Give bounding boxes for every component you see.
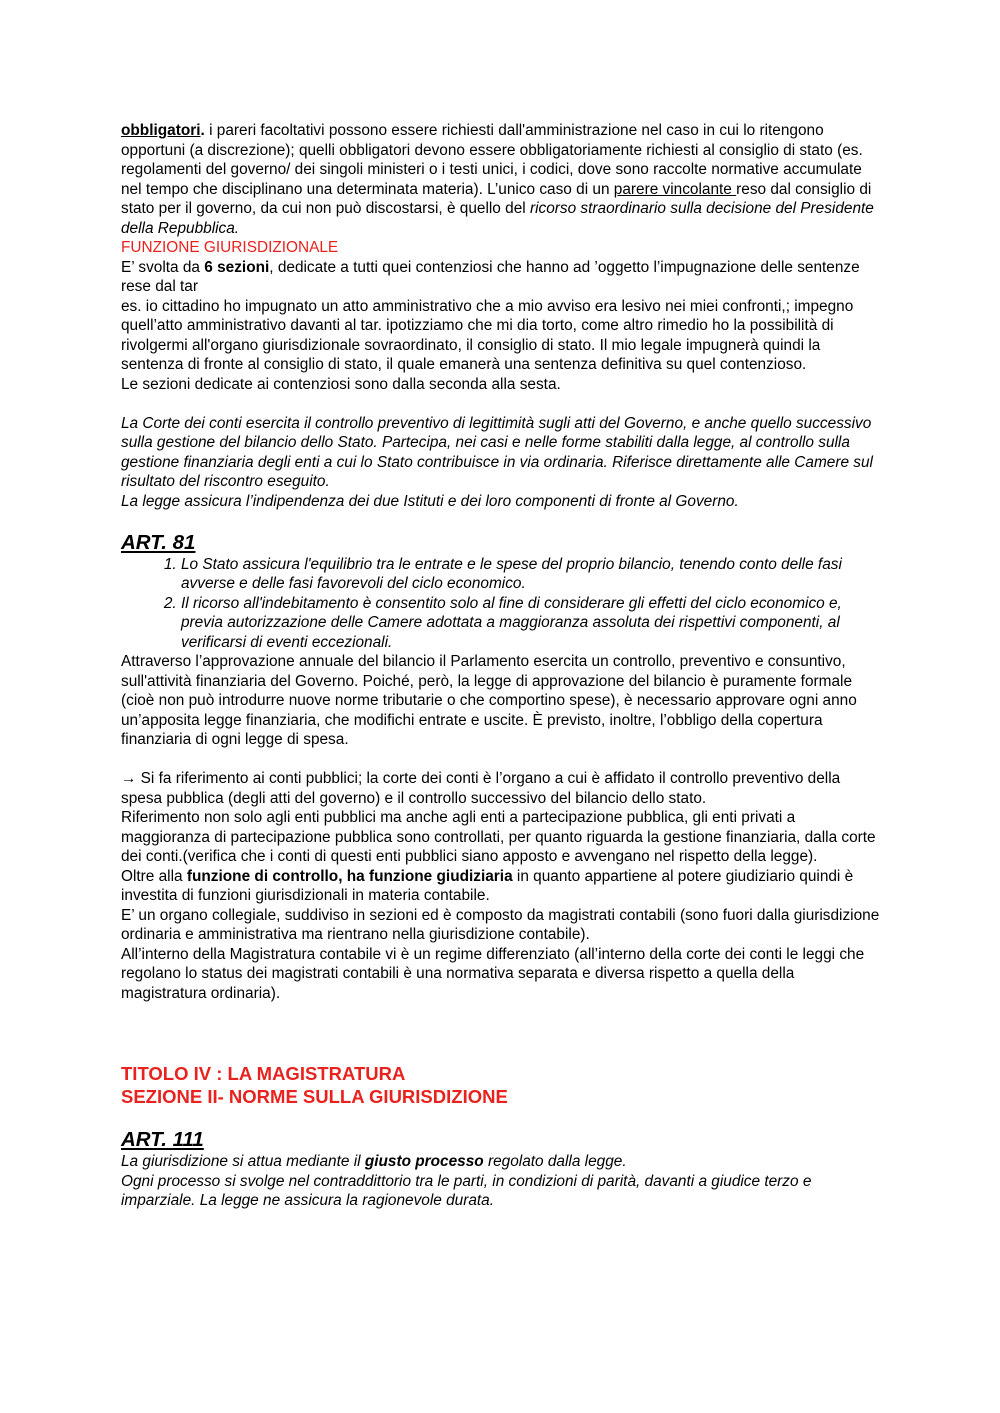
bold-text: obbligatori xyxy=(121,122,201,139)
paragraph-bilancio: Attraverso l’approvazione annuale del bilancio il Parlamento esercita un controllo, preventivo e consuntivo, sull'attività finanziaria del Governo. Poiché, però, la legge di approvazione del bilancio è puramente formale (cioè non può introdurre nuove norme tributarie o che comportino spese), è necessario approvare ogni anno un’apposita legge finanziaria, che modifichi entrate e uscite. È previsto, inoltre, l’obbligo della copertura finanziaria di ogni legge di spesa. xyxy=(121,653,857,748)
paragraph-regime-differenziato: All’interno della Magistratura contabile vi è un regime differenziato (all’interno della corte dei conti le leggi che regolano lo status dei magistrati contabili è una normativa separata e diversa rispetto a quella della magistratura ordinaria). xyxy=(121,945,865,1002)
spacer xyxy=(121,750,881,770)
paragraph-pareri xyxy=(121,121,881,238)
art-81-list xyxy=(121,555,881,653)
paragraph-organo-collegiale: E’ un organo collegiale, suddiviso in sezioni ed è composto da magistrati contabili (sono fuori dalla giurisdizione ordinaria e amministrativa ma rientrano nella giurisdizione contabile). xyxy=(121,906,880,943)
spacer xyxy=(121,1042,881,1062)
spacer xyxy=(121,1023,881,1043)
sezione-ii-heading: SEZIONE II- NORME SULLA GIURISDIZIONE xyxy=(121,1086,508,1107)
document-page xyxy=(121,121,881,1211)
paragraph-corte-conti-article: La Corte dei conti esercita il controllo preventivo di legittimità sugli atti del Governo, e anche quello successivo sulla gestione del bilancio dello Stato. Partecipa, nei casi e nelle forme stabiliti dalla legge, al controllo sulla gestione finanziaria degli enti a cui lo Stato contribuisce in via ordinaria. Riferisce direttamente alle Camere sul risultato del riscontro eseguito. xyxy=(121,414,873,490)
paragraph-funzione-giudiziaria xyxy=(121,867,881,906)
paragraph-sezioni-contenziosi: Le sezioni dedicate ai contenziosi sono dalla seconda alla sesta. xyxy=(121,375,561,393)
spacer xyxy=(121,1109,881,1129)
body-text: Oltre alla xyxy=(121,867,187,885)
titolo-iv-heading: TITOLO IV : LA MAGISTRATURA xyxy=(121,1062,406,1084)
art-111-heading: ART. 111 xyxy=(121,1128,204,1151)
underlined-text: parere vincolante xyxy=(613,180,737,198)
bold-text: . xyxy=(200,122,205,139)
body-text: in quanto appartiene al potere giudiziario quindi è investita di funzioni giurisdizionali in materia contabile. xyxy=(121,867,854,904)
spacer xyxy=(121,394,881,414)
paragraph-enti: Riferimento non solo agli enti pubblici ma anche agli enti a partecipazione pubblica, gli enti privati a maggioranza di partecipazione pubblica sono controllati, per quanto riguarda la gestione finanziaria, dalla corte dei conti.(verifica che i conti di questi enti pubblici siano apposto e avvengano nel rispetto della legge). xyxy=(121,809,876,865)
paragraph-sezioni xyxy=(121,258,881,297)
italic-text: La giurisdizione si attua mediante il xyxy=(121,1153,365,1170)
body-text: , dedicate a tutti quei contenziosi che hanno ad ’oggetto l’impugnazione delle sentenze rese dal tar xyxy=(121,258,860,295)
paragraph-contraddittorio: Ogni processo si svolge nel contraddittorio tra le parti, in condizioni di parità, davanti a giudice terzo e imparziale. La legge ne assicura la ragionevole durata. xyxy=(121,1172,812,1209)
paragraph-giusto-processo xyxy=(121,1152,881,1172)
spacer xyxy=(121,1003,881,1023)
bold-text: giusto processo xyxy=(364,1153,484,1170)
art-81-heading: ART. 81 xyxy=(121,530,196,554)
spacer xyxy=(121,511,881,531)
paragraph-esempio: es. io cittadino ho impugnato un atto amministrativo che a mio avviso era lesivo nei miei confronti,; impegno quell’atto amministrativo davanti al tar. ipotizziamo che mi dia torto, come altro rimedio ho la possibilità di rivolgermi all'organo giurisdizionale sovraordinato, il consiglio di stato. Il mio legale impugnerà quindi la sentenza di fronte al consiglio di stato, il quale emanerà una sentenza definitiva su quel contenzioso. xyxy=(121,297,854,373)
paragraph-conti-pubblici: → Si fa riferimento ai conti pubblici; la corte dei conti è l’organo a cui è affidato il controllo preventivo della spesa pubblica (degli atti del governo) e il controllo successivo del bilancio dello stato. xyxy=(121,770,841,807)
body-text: reso dal consiglio di stato per il governo, da cui non può discostarsi, è quello del xyxy=(121,180,872,217)
paragraph-indipendenza: La legge assicura l’indipendenza dei due Istituti e dei loro componenti di fronte al Governo. xyxy=(121,492,739,510)
body-text: i pareri facoltativi possono essere richiesti dall'amministrazione nel caso in cui lo ritengono opportuni (a discrezione); quelli obbligatori devono essere obbligatoriamente richiesti al consiglio di stato (es. regolamenti del governo/ dei singoli ministeri o i testi unici, i codici, dove sono raccolte normative accumulate nel tempo che disciplinano una determinata materia). L’unico caso di un xyxy=(121,122,863,198)
list-item: 2. Il ricorso all'indebitamento è consentito solo al fine di considerare gli effetti del ciclo economico e, previa autorizzazione delle Camere adottata a maggioranza assoluta dei rispettivi componenti, al verificarsi di eventi eccezionali. xyxy=(181,594,881,653)
bold-text: funzione di controllo, ha funzione giudiziaria xyxy=(186,867,513,885)
bold-text: 6 sezioni xyxy=(204,258,270,276)
heading-funzione-giurisdizionale: FUNZIONE GIURISDIZIONALE xyxy=(121,239,339,256)
body-text: E’ svolta da xyxy=(121,258,205,276)
italic-text: regolato dalla legge. xyxy=(483,1153,627,1170)
italic-text: ricorso straordinario sulla decisione del Presidente della Repubblica. xyxy=(121,200,874,237)
list-item: 1. Lo Stato assicura l'equilibrio tra le entrate e le spese del proprio bilancio, tenendo conto delle fasi avverse e delle fasi favorevoli del ciclo economico. xyxy=(181,555,881,594)
